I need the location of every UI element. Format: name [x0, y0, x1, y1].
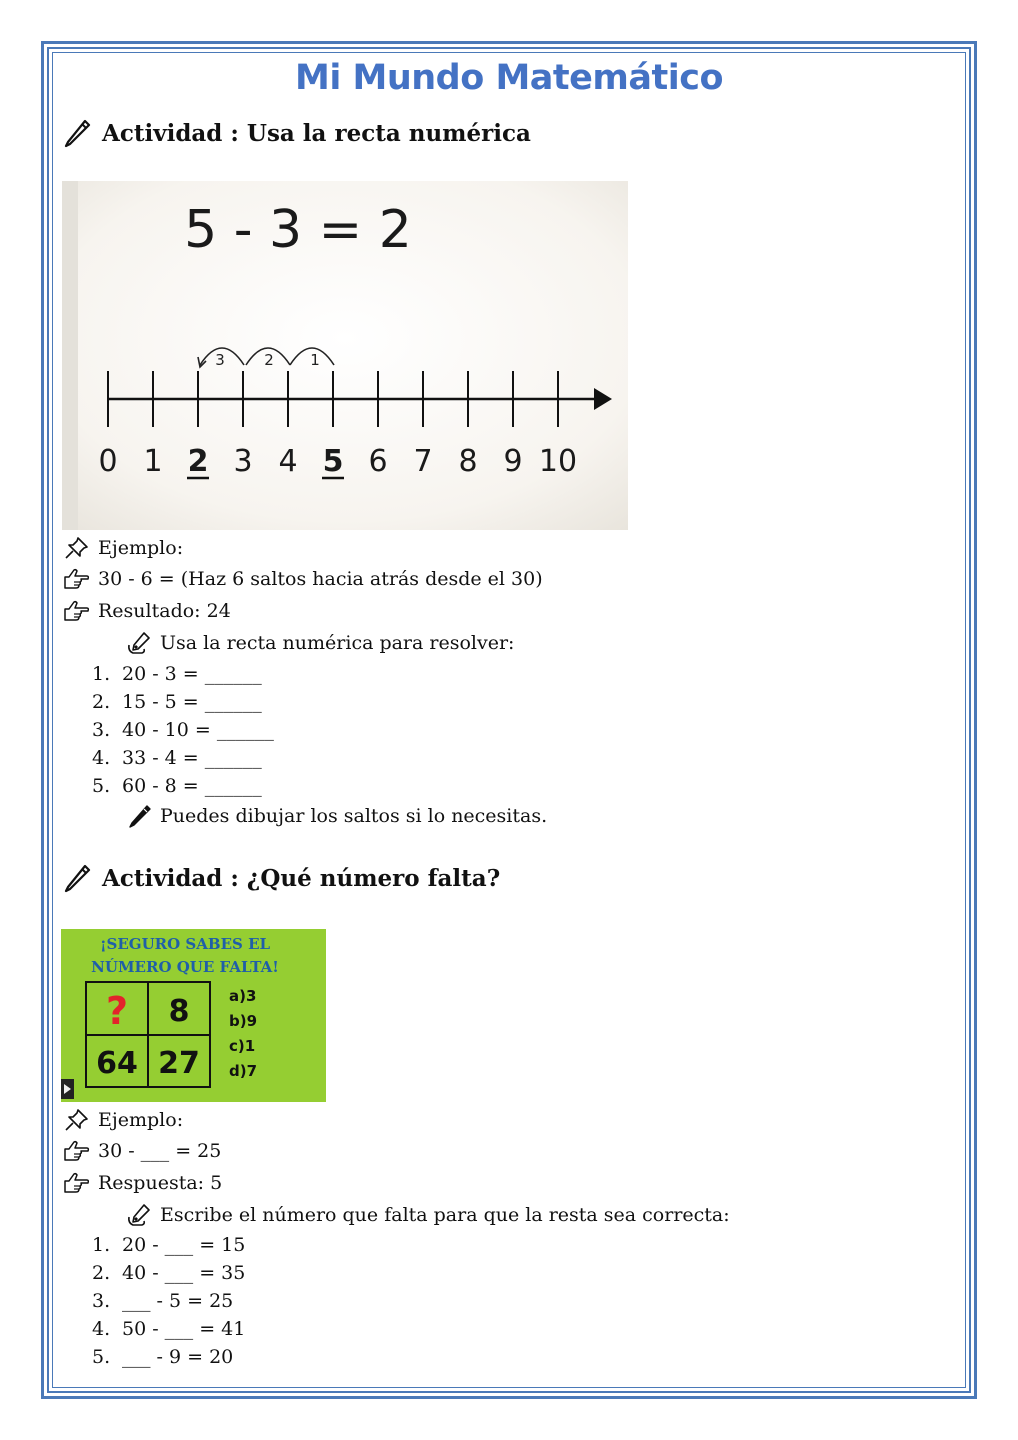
tick-label-1: 1 [143, 444, 163, 479]
exercise-list-1 [92, 660, 274, 800]
jump-label-1: 1 [310, 351, 320, 369]
list-item: 4. 33 - 4 = ______ [92, 747, 262, 769]
instruction2-text: Escribe el número que falta para que la resta sea correcta: [160, 1204, 730, 1226]
example-label: Ejemplo: [98, 537, 184, 559]
answer-line: Respuesta: 5 [98, 1172, 223, 1194]
answer-line-row [62, 1171, 222, 1195]
puzzle-cell-8: 8 [168, 994, 190, 1029]
puzzle-option-c: c)1 [229, 1037, 256, 1055]
example2-label: Ejemplo: [98, 1109, 184, 1131]
instruction-row [126, 631, 514, 655]
tick-label-2: 2 [187, 444, 209, 479]
tick-label-10: 10 [538, 444, 578, 479]
list-item: 2. 15 - 5 = ______ [92, 691, 262, 713]
list-item: 4. 50 - ___ = 41 [92, 1318, 246, 1340]
tick-label-8: 8 [458, 444, 478, 479]
activity1-heading-text: Actividad : Usa la recta numérica [102, 119, 531, 147]
tick-label-4: 4 [278, 444, 298, 479]
pushpin-icon [63, 1108, 89, 1132]
exercise-list-2 [92, 1231, 245, 1371]
missing-number-image [61, 929, 326, 1102]
jump-label-2: 2 [264, 351, 274, 369]
puzzle-cell-question: ? [105, 989, 129, 1033]
jump-label-3: 3 [215, 351, 225, 369]
puzzle-option-a: a)3 [229, 987, 257, 1005]
list-item: 5. ___ - 9 = 20 [92, 1346, 234, 1368]
exercise-text: 40 - 10 = ______ [122, 719, 274, 741]
pointing-hand-icon [62, 599, 90, 623]
tip-text: Puedes dibujar los saltos si lo necesitas. [160, 805, 548, 827]
result-line-row [62, 599, 231, 623]
activity2-heading-text: Actividad : ¿Qué número falta? [102, 864, 501, 892]
exercise-text: 20 - ___ = 15 [122, 1234, 246, 1256]
pushpin-icon [63, 536, 89, 560]
example2-label-row [62, 1108, 183, 1132]
pencil-icon [62, 863, 92, 893]
list-item: 5. 60 - 8 = ______ [92, 775, 262, 797]
exercise-text: ___ - 9 = 20 [122, 1346, 234, 1368]
pointing-hand-icon [62, 1171, 90, 1195]
tick-label-9: 9 [503, 444, 523, 479]
example2-line-row [62, 1139, 221, 1163]
image-equation: 5 - 3 = 2 [184, 200, 412, 260]
puzzle-title-line1: ¡SEGURO SABES EL [99, 935, 271, 953]
writing-hand-icon [126, 631, 154, 655]
writing-hand-icon [126, 1203, 154, 1227]
pointing-hand-icon [62, 567, 90, 591]
activity2-heading [62, 863, 500, 893]
exercise-text: 15 - 5 = ______ [122, 691, 262, 713]
exercise-text: ___ - 5 = 25 [122, 1290, 234, 1312]
exercise-text: 50 - ___ = 41 [122, 1318, 246, 1340]
puzzle-option-b: b)9 [229, 1012, 258, 1030]
list-item: 1. 20 - 3 = ______ [92, 663, 262, 685]
list-item: 1. 20 - ___ = 15 [92, 1234, 246, 1256]
exercise-text: 40 - ___ = 35 [122, 1262, 246, 1284]
tick-label-0: 0 [98, 444, 118, 479]
instruction-text: Usa la recta numérica para resolver: [160, 632, 515, 654]
example-line-row [62, 567, 543, 591]
tick-label-6: 6 [368, 444, 388, 479]
page-title: Mi Mundo Matemático [295, 58, 723, 98]
puzzle-title-line2: NÚMERO QUE FALTA! [91, 958, 279, 976]
example-line: 30 - 6 = (Haz 6 saltos hacia atrás desde el 30) [98, 568, 543, 590]
exercise-text: 33 - 4 = ______ [122, 747, 262, 769]
result-line: Resultado: 24 [98, 600, 231, 622]
exercise-text: 60 - 8 = ______ [122, 775, 262, 797]
activity1-heading [62, 118, 531, 148]
tick-label-7: 7 [413, 444, 433, 479]
pencil-icon [127, 804, 153, 828]
tip-row [126, 804, 547, 828]
tick-label-5: 5 [322, 444, 344, 479]
pointing-hand-icon [62, 1139, 90, 1163]
puzzle-cell-64: 64 [96, 1046, 138, 1081]
puzzle-option-d: d)7 [229, 1062, 258, 1080]
exercise-text: 20 - 3 = ______ [122, 663, 262, 685]
list-item: 3. ___ - 5 = 25 [92, 1290, 234, 1312]
list-item: 3. 40 - 10 = ______ [92, 719, 274, 741]
number-line-image [62, 181, 628, 530]
tick-label-3: 3 [233, 444, 253, 479]
example2-line: 30 - ___ = 25 [98, 1140, 222, 1162]
instruction2-row [126, 1203, 730, 1227]
puzzle-cell-27: 27 [158, 1046, 200, 1081]
pencil-icon [62, 118, 92, 148]
list-item: 2. 40 - ___ = 35 [92, 1262, 246, 1284]
example-label-row [62, 536, 183, 560]
